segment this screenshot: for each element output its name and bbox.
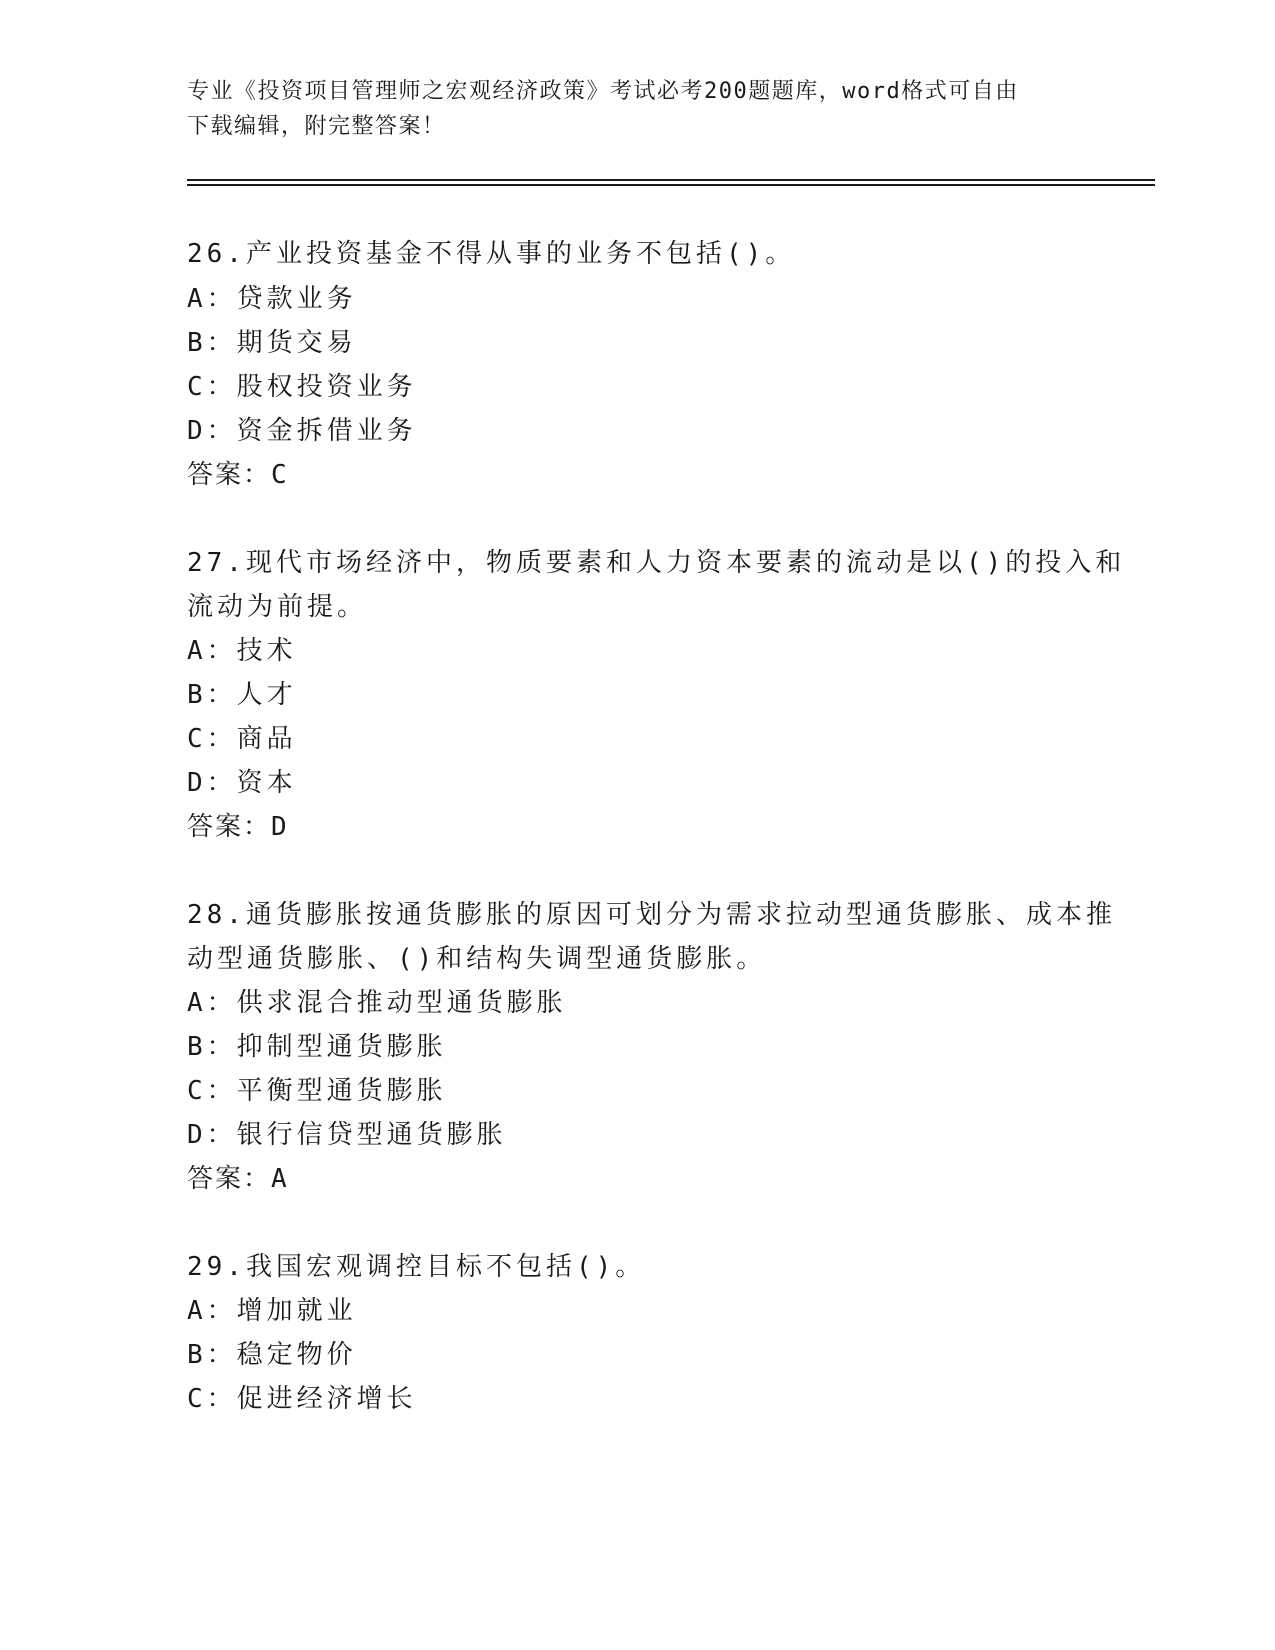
- option-b: B：稳定物价: [187, 1340, 357, 1370]
- option-c: C：商品: [187, 724, 297, 754]
- option-c: C：平衡型通货膨胀: [187, 1076, 447, 1106]
- question-stem-continued: 动型通货膨胀、()和结构失调型通货膨胀。: [187, 944, 767, 974]
- question-stem: 28.通货膨胀按通货膨胀的原因可划分为需求拉动型通货膨胀、成本推: [187, 900, 1116, 930]
- option-d: D：银行信贷型通货膨胀: [187, 1120, 507, 1150]
- option-c: C：促进经济增长: [187, 1384, 417, 1414]
- option-b: B：抑制型通货膨胀: [187, 1032, 447, 1062]
- option-d: D：资本: [187, 768, 297, 798]
- option-b: B：期货交易: [187, 328, 357, 358]
- option-a: A：贷款业务: [187, 284, 357, 314]
- header-divider-bottom: [187, 184, 1155, 186]
- option-d: D：资金拆借业务: [187, 416, 417, 446]
- question-stem-continued: 流动为前提。: [187, 592, 368, 622]
- header-line-1: 专业《投资项目管理师之宏观经济政策》考试必考200题题库，word格式可自由: [187, 79, 1019, 104]
- header-divider-top: [187, 179, 1155, 181]
- option-a: A：技术: [187, 636, 297, 666]
- document-header: [187, 74, 1087, 144]
- question-stem: 29.我国宏观调控目标不包括()。: [187, 1252, 646, 1282]
- question-stem: 26.产业投资基金不得从事的业务不包括()。: [187, 239, 796, 269]
- question-stem: 27.现代市场经济中，物质要素和人力资本要素的流动是以()的投入和: [187, 548, 1126, 578]
- option-c: C：股权投资业务: [187, 372, 417, 402]
- option-a: A：供求混合推动型通货膨胀: [187, 988, 567, 1018]
- option-b: B：人才: [187, 680, 297, 710]
- answer-text: 答案：C: [187, 460, 289, 490]
- answer-text: 答案：D: [187, 812, 289, 842]
- option-a: A：增加就业: [187, 1296, 357, 1326]
- answer-text: 答案：A: [187, 1164, 289, 1194]
- header-line-2: 下载编辑，附完整答案！: [187, 114, 446, 139]
